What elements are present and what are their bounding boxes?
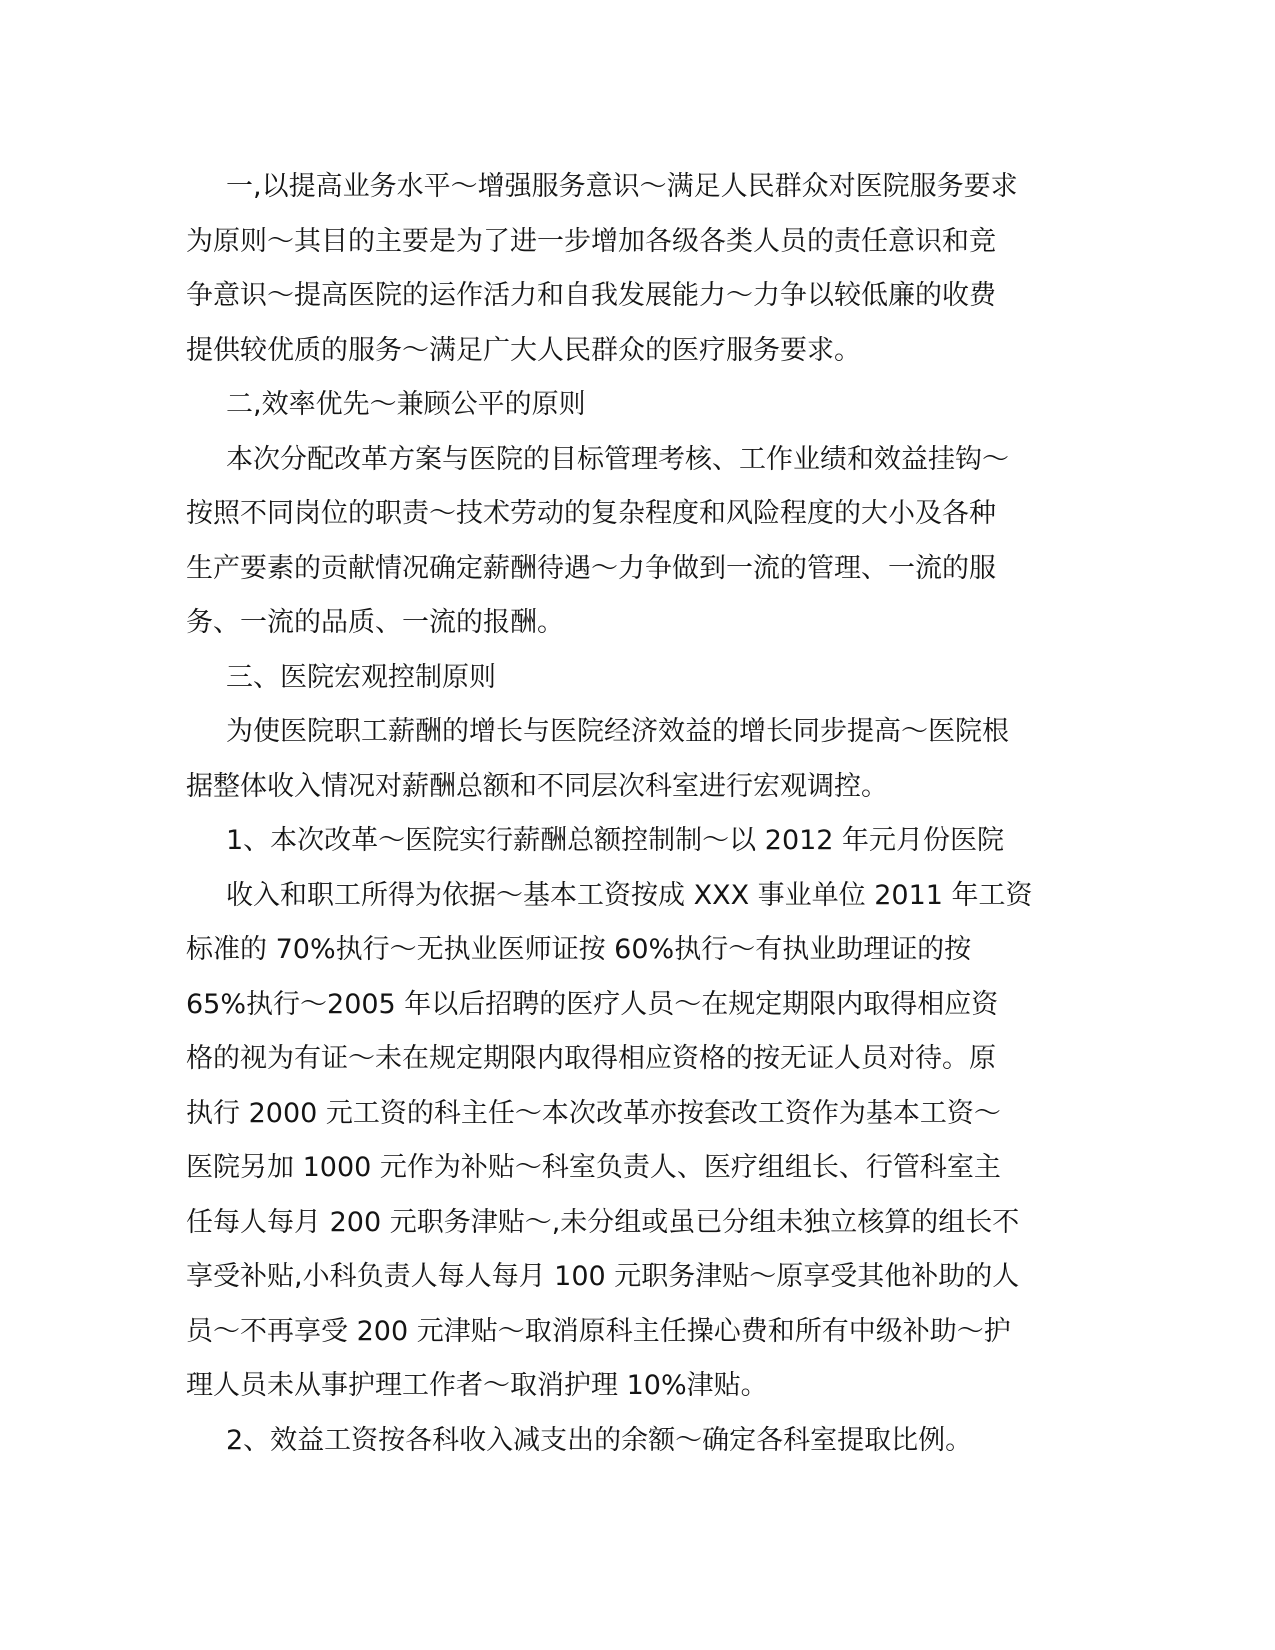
item-one-line-9: 享受补贴,小科负责人每人每月 100 元职务津贴～原享受其他补助的人 xyxy=(186,1261,1020,1292)
item-one-line-10: 员～不再享受 200 元津贴～取消原科主任操心费和所有中级补助～护 xyxy=(186,1315,1011,1347)
item-one-line-6: 执行 2000 元工资的科主任～本次改革亦按套改工资作为基本工资～ xyxy=(186,1097,1001,1129)
item-one-line-7: 医院另加 1000 元作为补贴～科室负责人、医疗组组长、行管科室主 xyxy=(186,1152,1001,1183)
item-one-line-1: 1、本次改革～医院实行薪酬总额控制制～以 2012 年元月份医院 xyxy=(226,825,1005,856)
paragraph-principle-three-line-1: 为使医院职工薪酬的增长与医院经济效益的增长同步提高～医院根 xyxy=(226,716,1009,747)
item-one-line-8: 任每人每月 200 元职务津贴～,未分组或虽已分组未独立核算的组长不 xyxy=(186,1206,1020,1238)
paragraph-principle-two-line-4: 务、一流的品质、一流的报酬。 xyxy=(186,607,564,638)
item-one-line-4: 65%执行～2005 年以后招聘的医疗人员～在规定期限内取得相应资 xyxy=(186,988,999,1020)
item-one-line-2: 收入和职工所得为依据～基本工资按成 XXX 事业单位 2011 年工资 xyxy=(226,879,1033,911)
item-one-line-5: 格的视为有证～未在规定期限内取得相应资格的按无证人员对待。原 xyxy=(186,1043,996,1074)
paragraph-principle-one-line-2: 为原则～其目的主要是为了进一步增加各级各类人员的责任意识和竞 xyxy=(186,225,996,257)
item-one-line-11: 理人员未从事护理工作者～取消护理 10%津贴。 xyxy=(186,1370,768,1401)
item-two-line-1: 2、效益工资按各科收入减支出的余额～确定各科室提取比例。 xyxy=(226,1424,973,1456)
document-body xyxy=(186,160,1086,1468)
paragraph-principle-two-line-2: 按照不同岗位的职责～技术劳动的复杂程度和风险程度的大小及各种 xyxy=(186,498,996,529)
paragraph-principle-two-line-1: 本次分配改革方案与医院的目标管理考核、工作业绩和效益挂钩～ xyxy=(226,443,1009,475)
paragraph-principle-three-line-2: 据整体收入情况对薪酬总额和不同层次科室进行宏观调控。 xyxy=(186,770,888,802)
heading-principle-two: 二,效率优先～兼顾公平的原则 xyxy=(226,389,586,420)
paragraph-principle-one-line-3: 争意识～提高医院的运作活力和自我发展能力～力争以较低廉的收费 xyxy=(186,280,996,311)
paragraph-principle-one-line-1: 一,以提高业务水平～增强服务意识～满足人民群众对医院服务要求 xyxy=(226,171,1018,202)
item-one-line-3: 标准的 70%执行～无执业医师证按 60%执行～有执业助理证的按 xyxy=(186,934,972,965)
heading-principle-three: 三、医院宏观控制原则 xyxy=(226,661,496,693)
paragraph-principle-two-line-3: 生产要素的贡献情况确定薪酬待遇～力争做到一流的管理、一流的服 xyxy=(186,552,996,584)
paragraph-principle-one-line-4: 提供较优质的服务～满足广大人民群众的医疗服务要求。 xyxy=(186,334,861,366)
